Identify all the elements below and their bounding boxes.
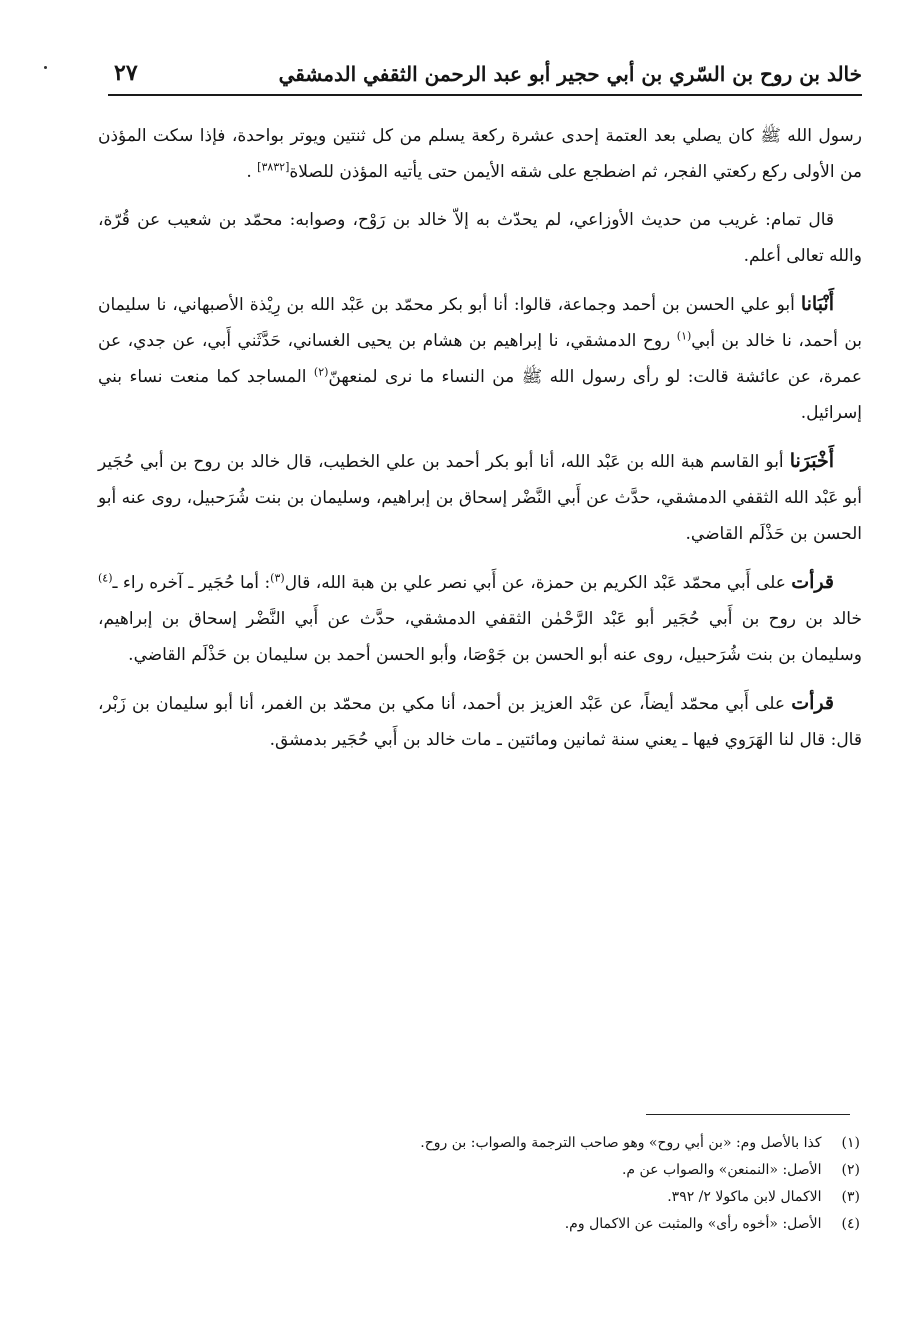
footnote-number: (٤) [841,1216,860,1232]
footnote-4 [120,1211,860,1238]
footnote-2 [120,1157,860,1184]
footnote-ref-3: (٣) [270,571,285,585]
paragraph-lead-word: قرأت [791,692,834,714]
paragraph-3 [98,286,862,431]
footnote-number: (٢) [841,1162,860,1178]
footnote-divider [646,1114,850,1115]
footnote-text: الاكمال لابن ماكولا ٢/ ٣٩٢. [667,1189,822,1205]
footnote-number: (١) [841,1135,860,1151]
paragraph-tail: . [246,162,252,182]
footnote-text: الأصل: «أخوه رأى» والمثبت عن الاكمال وم. [564,1216,822,1232]
footnote-text: الأصل: «النمنعن» والصواب عن م. [621,1162,822,1178]
footnote-text: كذا بالأصل وم: «بن أبي روح» وهو صاحب الترجمة والصواب: بن روح. [420,1135,822,1151]
page-header [108,58,862,96]
paragraph-lead-word: قرأت [791,571,834,593]
paragraph-5 [98,564,862,673]
footnote-ref-4: (٤) [98,571,113,585]
footnote-3 [120,1184,860,1211]
margin-dot [44,66,47,69]
paragraph-6 [98,685,862,758]
paragraph-2 [98,202,862,274]
footnote-ref-1: (١) [676,329,692,343]
paragraph-text: رسول الله ﷺ كان يصلي بعد العتمة إحدى عشرة ركعة يسلم من كل ثنتين ويوتر بواحدة، فإذا سكت المؤذن من الأولى ركع ركعتي الفجر، ثم اضطجع على شقه الأيمن حتى يأتيه المؤذن للصلاة [98,126,862,182]
paragraph-1 [98,118,862,190]
page-number: ٢٧ [114,60,138,86]
paragraph-text: قال تمام: غريب من حديث الأوزاعي، لم يحدّث به إلاّ خالد بن رَوْح، وصوابه: محمّد بن شعيب عن قُرّة، والله تعالى أعلم. [98,210,862,266]
hadith-number: [٣٨٣٢] [257,160,290,174]
paragraph-text-continued: روح الدمشقي، نا إبراهيم بن هشام بن يحيى الغساني، حَدَّثَني أَبي، عن جدي، عن عمرة، عن عائشة قالت: لو رأى رسول الله ﷺ من النساء ما نرى لمنعهنّ [98,331,863,387]
paragraph-text: أبو علي الحسن بن أحمد وجماعة، قالوا: أنا أبو بكر محمّد بن عَبْد الله بن رِيْذة الأصبهاني، نا سليمان بن أحمد، نا خالد بن أبي [98,295,862,351]
paragraph-text: على أَبي محمّد عَبْد الكريم بن حمزة، عن أَبي نصر علي بن هبة الله، قال [284,573,786,593]
paragraph-lead-word: أَخْبَرَنا [789,450,835,472]
paragraph-text-continued: : أما حُجَير ـ آخره راء ـ [112,573,271,593]
paragraph-lead-word: أَنْبَانا [800,293,834,315]
footnotes [120,1130,860,1238]
footnote-1 [120,1130,860,1157]
paragraph-text: أبو القاسم هبة الله بن عَبْد الله، أنا أبو بكر أحمد بن علي الخطيب، قال خالد بن روح بن أبي حُجَير أبو عَبْد الله الثقفي الدمشقي، حدَّث عن أَبي النَّضْر إسحاق بن إبراهيم، وسليمان بن بنت شُرَحبيل، روى عنه أبو الحسن بن حَذْلَم القاضي. [98,452,862,544]
main-text [98,118,862,770]
footnote-number: (٣) [841,1189,860,1205]
paragraph-text: على أَبي محمّد أيضاً، عن عَبْد العزيز بن أحمد، أنا مكي بن محمّد بن الغمر، أنا أبو سليمان بن زَبْر، قال: قال لنا الهَرَوي فيها ـ يعني سنة ثمانين ومائتين ـ مات خالد بن أَبي حُجَير بدمشق. [98,694,862,750]
paragraph-text-end: خالد بن روح بن أَبي حُجَير أبو عَبْد الرَّحْمٰن الثقفي الدمشقي، حدَّث عن أَبي النَّضْر إسحاق بن إبراهيم، وسليمان بن بنت شُرَحبيل، روى عنه أبو الحسن بن جَوْصَا، وأبو الحسن أحمد بن سليمان بن حَذْلَم القاضي. [98,609,862,665]
paragraph-4 [98,443,862,552]
running-title: خالد بن روح بن السّري بن أبي حجير أبو عبد الرحمن الثقفي الدمشقي [278,62,862,86]
footnote-ref-2: (٢) [313,365,329,379]
paragraph-text-end: المساجد كما منعت نساء بني إسرائيل. [98,367,862,423]
